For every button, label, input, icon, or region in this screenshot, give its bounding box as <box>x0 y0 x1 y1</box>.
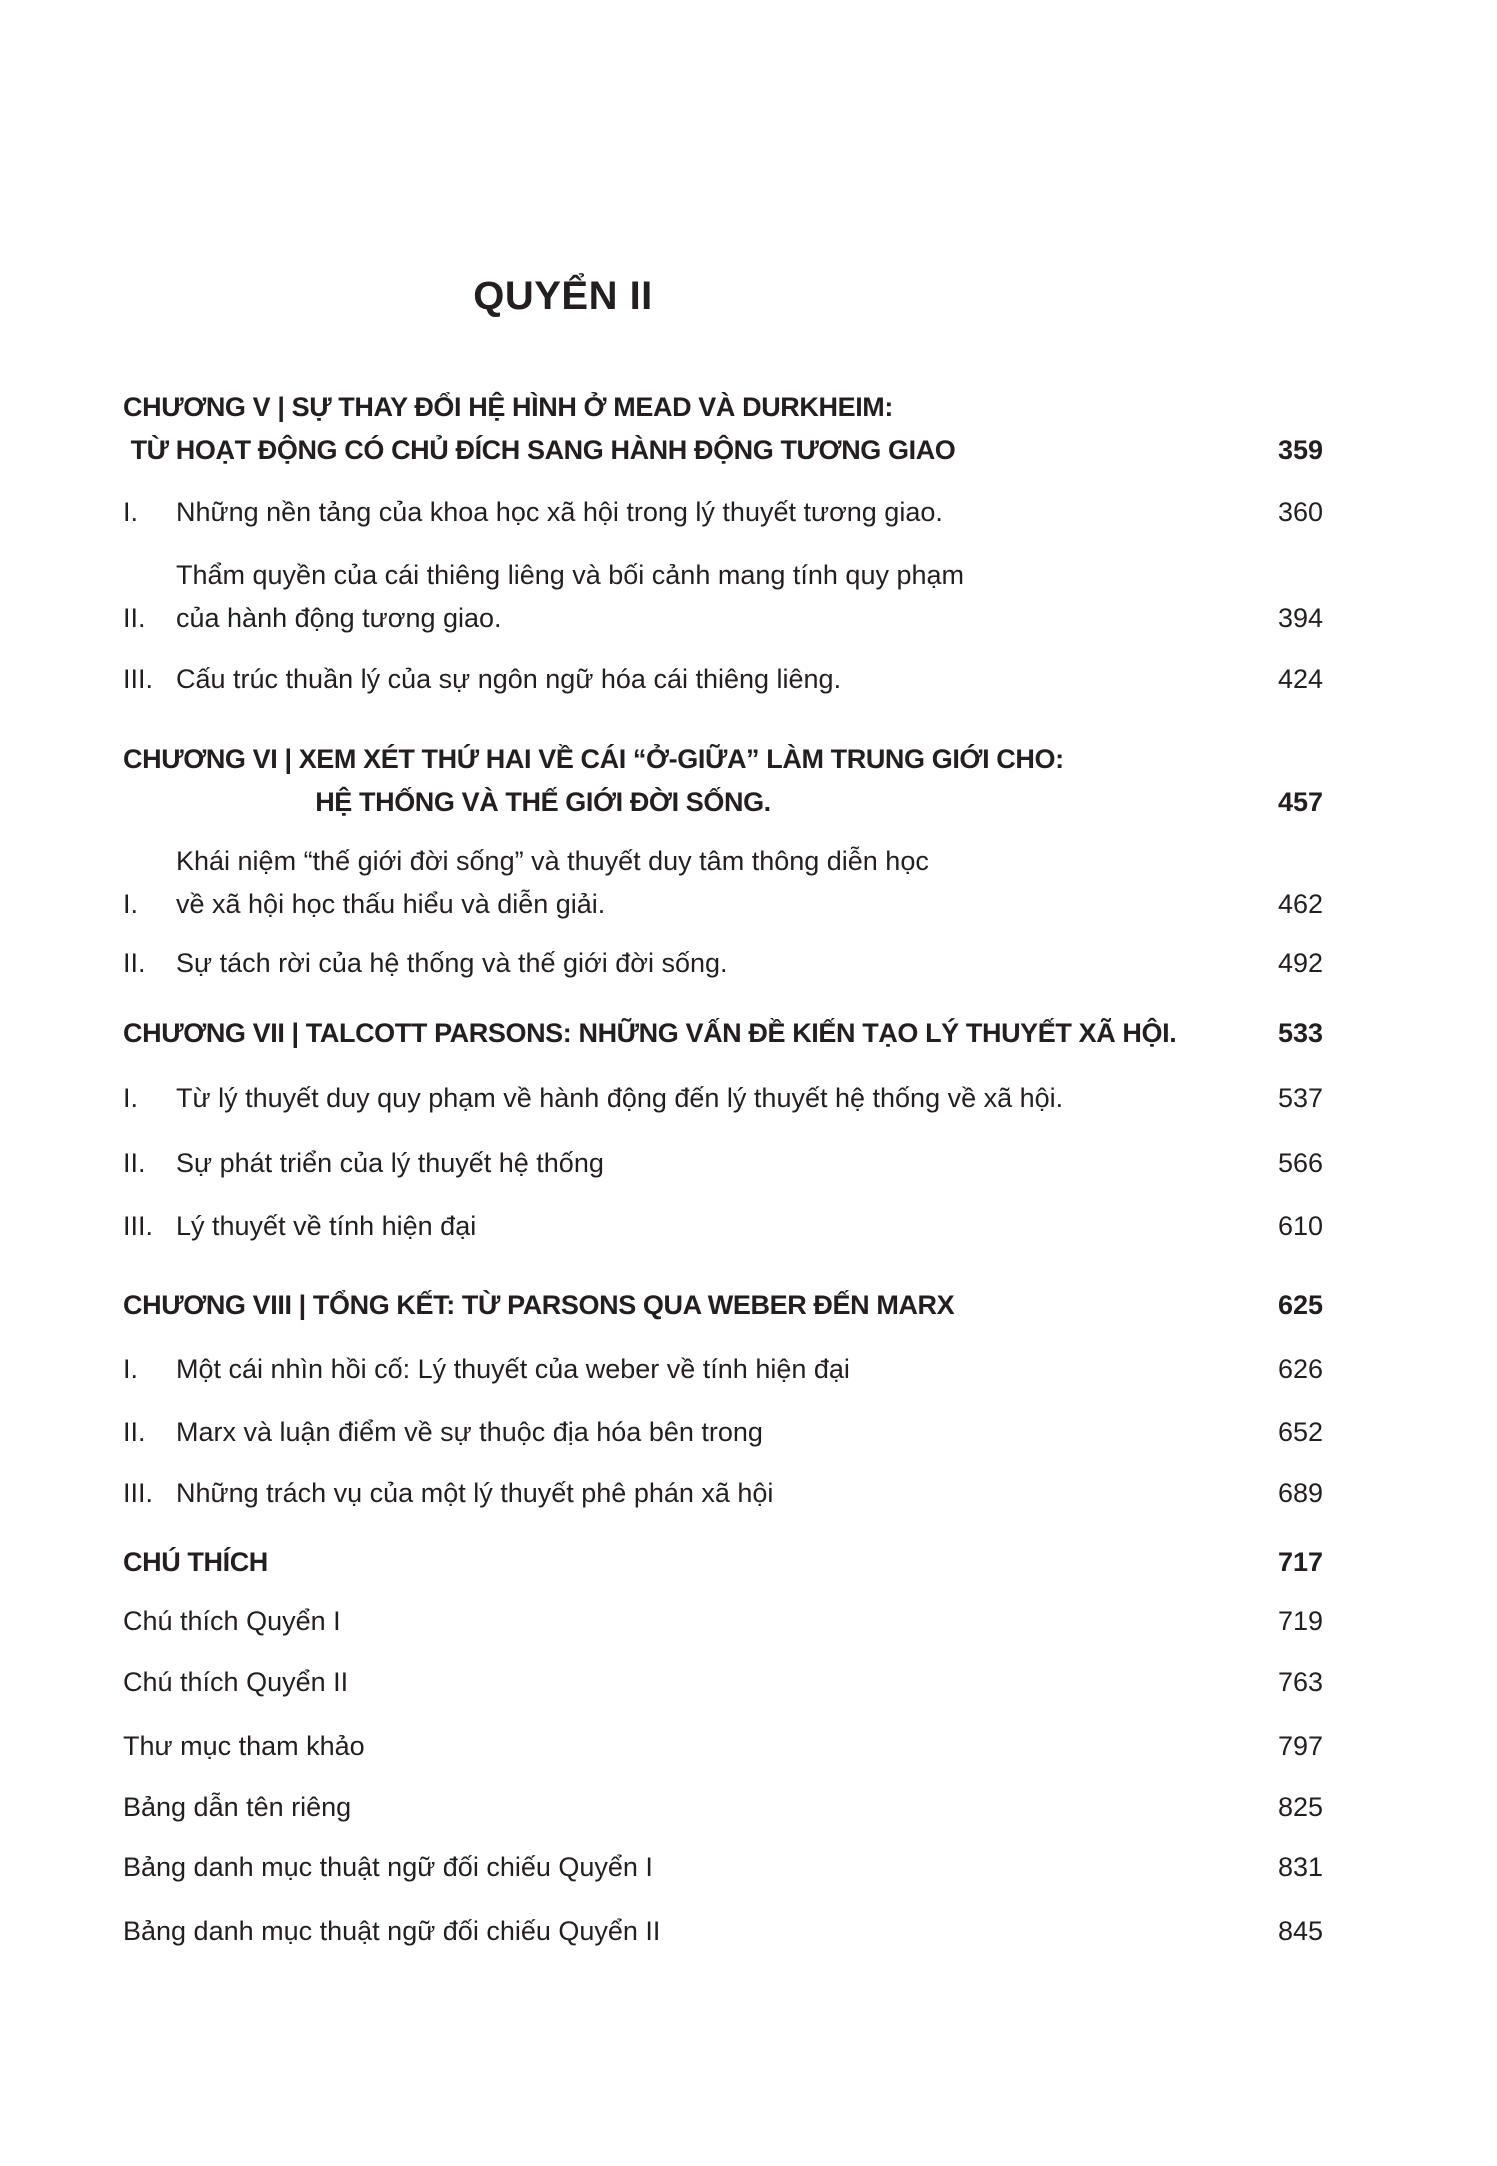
chapter-heading <box>123 1012 1323 1055</box>
backmatter-entry <box>123 1846 1323 1889</box>
entry-text <box>176 491 1243 534</box>
entry-text <box>176 1077 1243 1120</box>
entry-line: Từ lý thuyết duy quy phạm về hành động đến lý thuyết hệ thống về xã hội. <box>176 1083 1064 1113</box>
entry-line: Bảng danh mục thuật ngữ đối chiếu Quyển I <box>123 1852 653 1882</box>
entry-line: Những nền tảng của khoa học xã hội trong lý thuyết tương giao. <box>176 497 943 527</box>
page-number: 492 <box>1277 948 1323 978</box>
entry-line: Những trách vụ của một lý thuyết phê phán xã hội <box>176 1478 774 1508</box>
entry-text <box>176 1205 1243 1248</box>
entry-line: CHƯƠNG VII | TALCOTT PARSONS: NHỮNG VẤN ĐỀ KIẾN TẠO LÝ THUYẾT XÃ HỘI. <box>123 1018 1177 1048</box>
page-number: 462 <box>1277 889 1323 919</box>
entry-line: Sự phát triển của lý thuyết hệ thống <box>176 1148 604 1178</box>
item-numeral: I. <box>123 1354 139 1384</box>
entry-line: Thư mục tham khảo <box>123 1731 365 1761</box>
entry-line: CHƯƠNG V | SỰ THAY ĐỔI HỆ HÌNH Ở MEAD VÀ DURKHEIM: <box>123 392 893 422</box>
entry-line: HỆ THỐNG VÀ THẾ GIỚI ĐỜI SỐNG. <box>315 787 771 817</box>
item-numeral: III. <box>123 664 154 694</box>
entry-text <box>176 1472 1243 1515</box>
page-number: 625 <box>1277 1290 1323 1320</box>
item-numeral: III. <box>123 1478 154 1508</box>
toc-list <box>123 386 1323 1953</box>
entry-line: Một cái nhìn hồi cố: Lý thuyết của weber về tính hiện đại <box>176 1354 850 1384</box>
chapter-heading <box>123 1284 1323 1327</box>
entry-text <box>123 1786 1243 1829</box>
entry-line: Lý thuyết về tính hiện đại <box>176 1211 477 1241</box>
page-number: 689 <box>1277 1478 1323 1508</box>
entry-line: về xã hội học thấu hiểu và diễn giải. <box>176 889 606 919</box>
entry-text <box>176 1142 1243 1185</box>
page-number: 652 <box>1277 1417 1323 1447</box>
page-number: 610 <box>1277 1211 1323 1241</box>
entry-text <box>123 1661 1243 1704</box>
entry-text <box>123 386 1243 472</box>
entry-text <box>123 1541 1243 1584</box>
page-number: 763 <box>1277 1667 1323 1697</box>
volume-title-block <box>123 268 1323 324</box>
page-title: QUYỂN II <box>473 274 653 318</box>
page-number: 626 <box>1277 1354 1323 1384</box>
toc-item <box>123 554 1323 640</box>
entry-text <box>176 1411 1243 1454</box>
entry-line: của hành động tương giao. <box>176 603 502 633</box>
chapter-heading <box>123 738 1323 824</box>
page-number: 359 <box>1277 435 1323 465</box>
entry-text <box>123 1910 1243 1953</box>
item-numeral: II. <box>123 603 146 633</box>
entry-text <box>123 1846 1243 1889</box>
item-numeral: I. <box>123 497 139 527</box>
entry-line: Chú thích Quyển II <box>123 1667 349 1697</box>
entry-line: Cấu trúc thuần lý của sự ngôn ngữ hóa cái thiêng liêng. <box>176 664 842 694</box>
toc-item <box>123 658 1323 701</box>
item-numeral: II. <box>123 1148 146 1178</box>
toc-item <box>123 1348 1323 1391</box>
page-number: 831 <box>1277 1852 1323 1882</box>
toc-item <box>123 1411 1323 1454</box>
chapter-heading <box>123 386 1323 472</box>
toc-item <box>123 840 1323 926</box>
toc-item <box>123 491 1323 534</box>
entry-text <box>176 840 1243 926</box>
backmatter-entry <box>123 1786 1323 1829</box>
page-number: 825 <box>1277 1792 1323 1822</box>
item-numeral: III. <box>123 1211 154 1241</box>
entry-text <box>176 942 1243 985</box>
toc-item <box>123 1077 1323 1120</box>
item-numeral: I. <box>123 889 139 919</box>
entry-text <box>123 1012 1243 1055</box>
entry-line: Marx và luận điểm về sự thuộc địa hóa bên trong <box>176 1417 763 1447</box>
page-number: 845 <box>1277 1916 1323 1946</box>
page-number: 394 <box>1277 603 1323 633</box>
item-numeral: II. <box>123 948 146 978</box>
backmatter-entry <box>123 1910 1323 1953</box>
page-number: 537 <box>1277 1083 1323 1113</box>
entry-text <box>176 1348 1243 1391</box>
page-number: 797 <box>1277 1731 1323 1761</box>
entry-line: Khái niệm “thế giới đời sống” và thuyết duy tâm thông diễn học <box>176 846 929 876</box>
item-numeral: I. <box>123 1083 139 1113</box>
entry-text <box>123 1725 1243 1768</box>
entry-line: CHÚ THÍCH <box>123 1547 268 1577</box>
backmatter-entry <box>123 1541 1323 1584</box>
entry-text <box>123 1600 1243 1643</box>
page-number: 566 <box>1277 1148 1323 1178</box>
backmatter-entry <box>123 1600 1323 1643</box>
entry-text <box>176 554 1243 640</box>
entry-line: CHƯƠNG VIII | TỔNG KẾT: TỪ PARSONS QUA WEBER ĐẾN MARX <box>123 1290 955 1320</box>
item-numeral: II. <box>123 1417 146 1447</box>
entry-line: Chú thích Quyển I <box>123 1606 341 1636</box>
page-number: 360 <box>1277 497 1323 527</box>
toc-item <box>123 942 1323 985</box>
entry-line: Bảng dẫn tên riêng <box>123 1792 352 1822</box>
entry-text <box>123 738 1243 824</box>
entry-text <box>123 1284 1243 1327</box>
entry-line: Sự tách rời của hệ thống và thế giới đời sống. <box>176 948 728 978</box>
backmatter-entry <box>123 1661 1323 1704</box>
backmatter-entry <box>123 1725 1323 1768</box>
toc-item <box>123 1142 1323 1185</box>
page-number: 717 <box>1277 1547 1323 1577</box>
entry-line: Bảng danh mục thuật ngữ đối chiếu Quyển II <box>123 1916 661 1946</box>
toc-item <box>123 1205 1323 1248</box>
toc-item <box>123 1472 1323 1515</box>
page-number: 533 <box>1277 1018 1323 1048</box>
entry-line: TỪ HOẠT ĐỘNG CÓ CHỦ ĐÍCH SANG HÀNH ĐỘNG TƯƠNG GIAO <box>130 435 956 465</box>
entry-line: CHƯƠNG VI | XEM XÉT THỨ HAI VỀ CÁI “Ở-GIỮA” LÀM TRUNG GIỚI CHO: <box>123 744 1064 774</box>
page-number: 457 <box>1277 787 1323 817</box>
page-number: 424 <box>1277 664 1323 694</box>
page-number: 719 <box>1277 1606 1323 1636</box>
entry-line: Thẩm quyền của cái thiêng liêng và bối cảnh mang tính quy phạm <box>176 560 964 590</box>
entry-text <box>176 658 1243 701</box>
